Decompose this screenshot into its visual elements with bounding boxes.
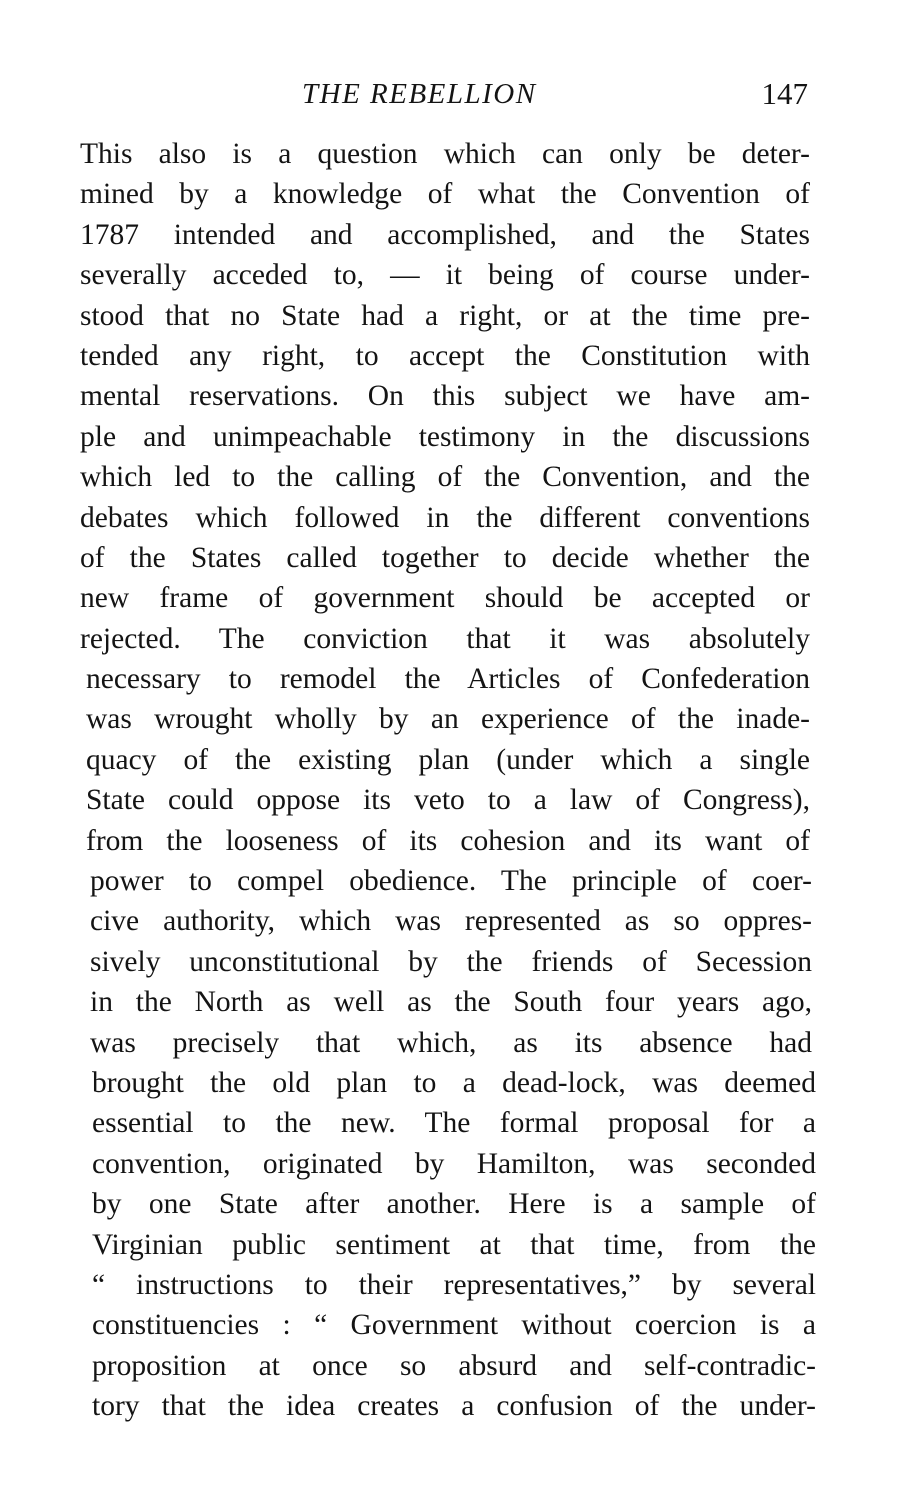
text-line: constituencies : “ Government without coercion is a — [92, 1309, 816, 1342]
text-line: “ instructions to their representatives,” by several — [92, 1268, 816, 1301]
text-line: necessary to remodel the Articles of Confederation — [86, 663, 810, 696]
text-line: which led to the calling of the Convention, and the — [80, 461, 810, 494]
text-line: debates which followed in the different conventions — [80, 501, 810, 534]
text-line: proposition at once so absurd and self-contradic- — [92, 1349, 816, 1382]
text-line: mined by a knowledge of what the Convention of — [80, 178, 810, 211]
text-line: Virginian public sentiment at that time, from the — [92, 1228, 816, 1261]
text-line: power to compel obedience. The principle of coer- — [90, 865, 812, 898]
text-line: mental reservations. On this subject we have am- — [80, 380, 810, 413]
text-line: was wrought wholly by an experience of the inade- — [86, 703, 810, 736]
text-line: cive authority, which was represented as so oppres- — [90, 905, 812, 938]
text-line: from the looseness of its cohesion and its want of — [86, 824, 810, 857]
text-line: quacy of the existing plan (under which a single — [86, 743, 810, 776]
text-line: of the States called together to decide whether the — [80, 541, 810, 574]
running-title: THE REBELLION — [302, 78, 537, 110]
text-line: by one State after another. Here is a sample of — [92, 1188, 816, 1221]
text-line: in the North as well as the South four years ago, — [90, 986, 812, 1019]
text-line: essential to the new. The formal proposal for a — [92, 1107, 816, 1140]
text-line: severally acceded to, — it being of course under- — [80, 259, 810, 292]
text-line: convention, originated by Hamilton, was seconded — [92, 1147, 816, 1180]
text-line: tended any right, to accept the Constitution with — [80, 339, 810, 372]
page-number: 147 — [761, 76, 808, 111]
text-line: brought the old plan to a dead-lock, was deemed — [92, 1066, 816, 1099]
text-line: 1787 intended and accomplished, and the States — [80, 218, 810, 251]
text-line: tory that the idea creates a confusion of the under- — [92, 1390, 816, 1423]
text-line: stood that no State had a right, or at the time pre- — [80, 299, 810, 332]
text-line: sively unconstitutional by the friends of Secession — [90, 945, 812, 978]
running-head — [80, 74, 808, 114]
text-line: rejected. The conviction that it was absolutely — [80, 622, 810, 655]
text-line: ple and unimpeachable testimony in the discussions — [80, 420, 810, 453]
text-line: State could oppose its veto to a law of Congress), — [86, 784, 810, 817]
body-text — [80, 134, 816, 1427]
text-line: new frame of government should be accepted or — [80, 582, 810, 615]
text-line: This also is a question which can only be deter- — [80, 138, 810, 170]
text-line: was precisely that which, as its absence had — [90, 1026, 812, 1059]
